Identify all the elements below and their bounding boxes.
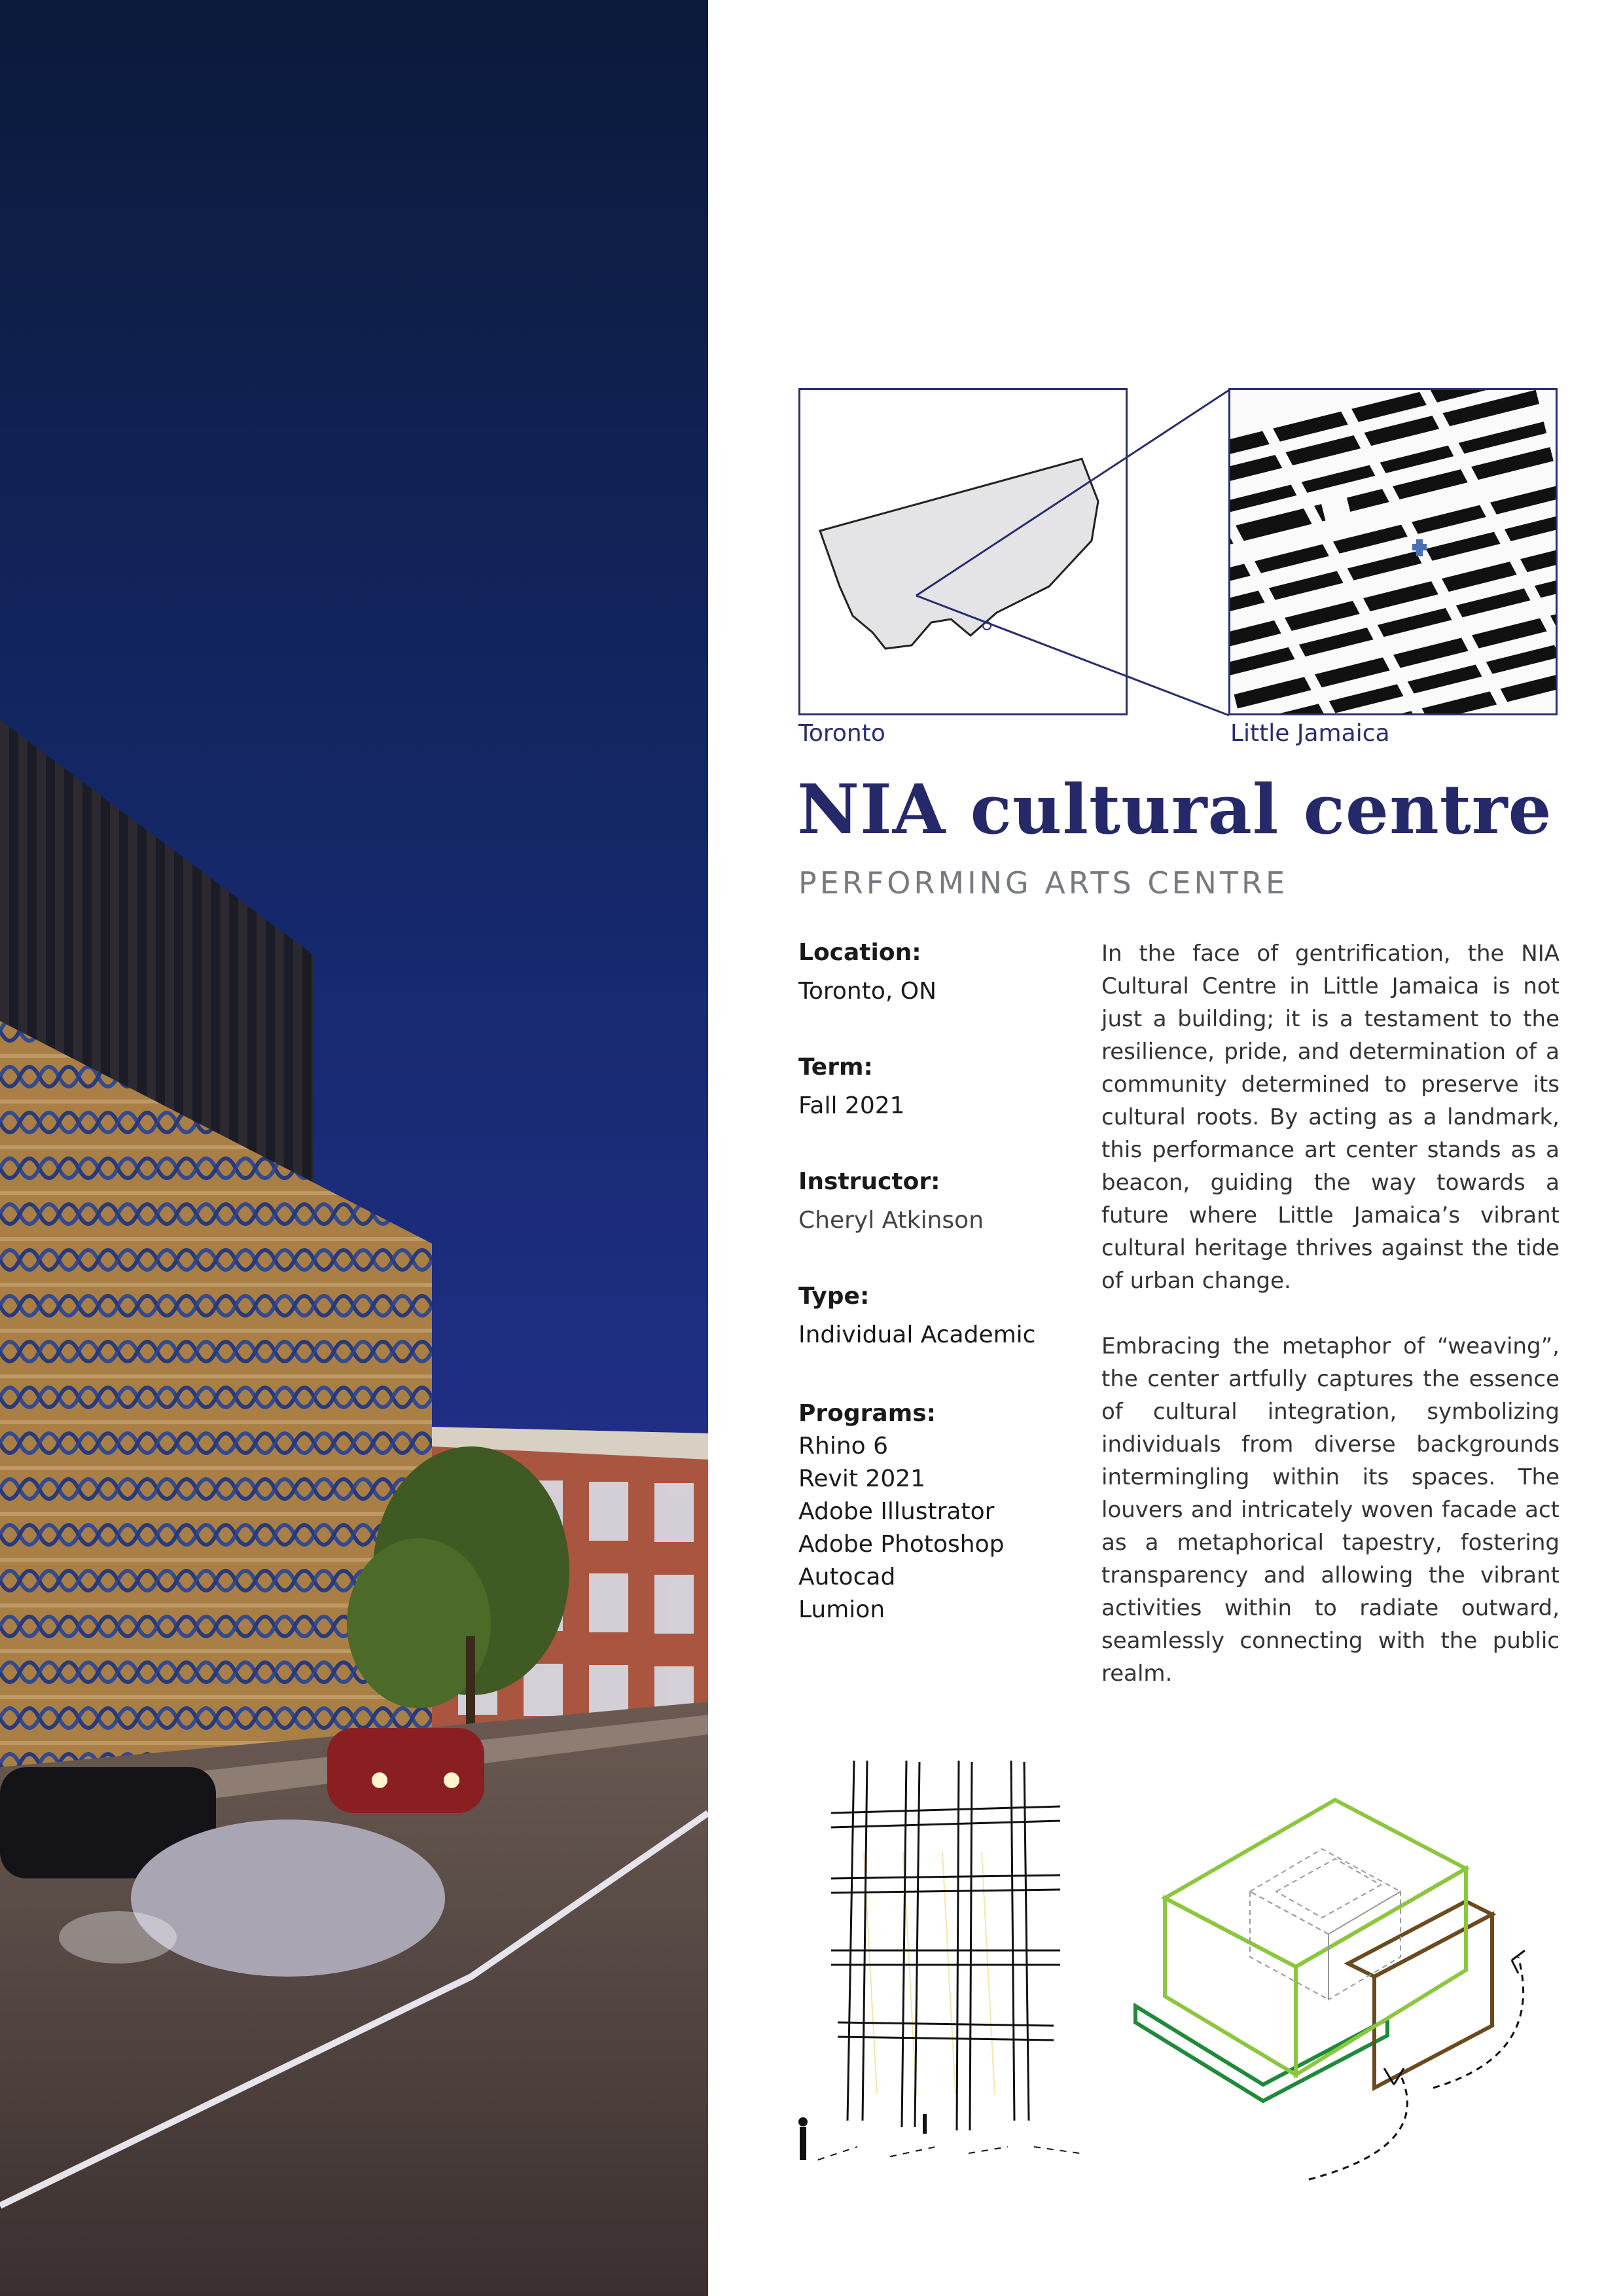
type-label: Type: bbox=[798, 1283, 870, 1310]
massing-diagram bbox=[1126, 1780, 1584, 2199]
toronto-outline-icon bbox=[800, 390, 1126, 713]
instructor-value: Cheryl Atkinson bbox=[798, 1207, 984, 1234]
figure-ground-map-icon bbox=[1230, 390, 1556, 713]
term-label: Term: bbox=[798, 1054, 873, 1081]
project-title: NIA cultural centre bbox=[797, 769, 1552, 850]
little-jamaica-map-label: Little Jamaica bbox=[1230, 720, 1390, 747]
project-subtitle: PERFORMING ARTS CENTRE bbox=[798, 865, 1289, 901]
weaving-concept-sketch bbox=[785, 1754, 1086, 2212]
hero-rendering bbox=[0, 0, 708, 2296]
type-value: Individual Academic bbox=[798, 1321, 1036, 1348]
term-value: Fall 2021 bbox=[798, 1092, 905, 1119]
toronto-map bbox=[798, 388, 1128, 715]
little-jamaica-map bbox=[1228, 388, 1558, 715]
night-street-rendering bbox=[0, 0, 708, 2296]
program-item: Rhino 6 bbox=[798, 1433, 889, 1460]
description-paragraph-2: Embracing the metaphor of “weaving”, the center artfully captures the essence of cultural integration, symbolizing individuals from diverse backgrounds intermingling within its spaces. The louvers and intricately woven facade act as a metaphorical tapestry, fostering transparency and allowing the vibrant activities within to radiate outward, seamlessly connecting with the public realm. bbox=[1101, 1333, 1560, 1687]
location-value: Toronto, ON bbox=[798, 978, 937, 1005]
type-block bbox=[798, 1283, 1073, 1352]
instructor-block bbox=[798, 1168, 1073, 1237]
program-item: Revit 2021 bbox=[798, 1465, 926, 1492]
program-item: Lumion bbox=[798, 1596, 885, 1623]
instructor-label: Instructor: bbox=[798, 1168, 940, 1195]
toronto-map-label: Toronto bbox=[798, 720, 885, 747]
programs-block bbox=[798, 1397, 1073, 1626]
location-label: Location: bbox=[798, 939, 921, 966]
program-item: Adobe Illustrator bbox=[798, 1498, 995, 1525]
programs-list bbox=[798, 1430, 1073, 1626]
program-item: Adobe Photoshop bbox=[798, 1531, 1005, 1558]
description-paragraph-1: In the face of gentrification, the NIA Cultural Centre in Little Jamaica is not just a building; it is a testament to the resilience, pride, and determination of a community determined to preserve its cultural roots. By acting as a landmark, this performance art center stands as a beacon, guiding the way towards a future where Little Jamaica’s vibrant cultural heritage thrives against the tide of urban change. bbox=[1101, 941, 1560, 1294]
term-block bbox=[798, 1054, 1073, 1122]
location-block bbox=[798, 939, 1073, 1008]
programs-label: Programs: bbox=[798, 1400, 936, 1427]
program-item: Autocad bbox=[798, 1564, 896, 1590]
